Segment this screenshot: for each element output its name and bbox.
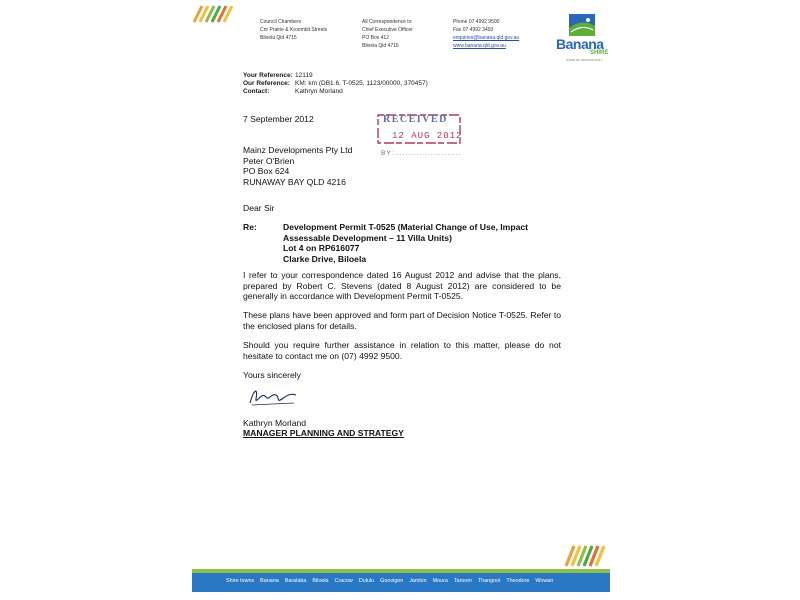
footer-item: Baralaba (284, 578, 307, 584)
closing: Yours sincerely (243, 370, 301, 380)
re-line: Clarke Drive, Biloela (283, 253, 367, 264)
footer-item: Goovigen (380, 578, 404, 584)
re-line: Lot 4 on RP616077 (283, 243, 360, 253)
footer-item: Shire towns (226, 578, 255, 584)
correspondence-address (362, 18, 413, 50)
contact-label: Contact: (243, 88, 270, 95)
address-line: Biloela Qld 4715 (362, 43, 399, 49)
address-line: Council Chambers (260, 19, 302, 25)
recipient-line: PO Box 624 (243, 166, 290, 176)
phone-number: Phone 07 4992 9500 (453, 19, 500, 25)
signatory-title: MANAGER PLANNING AND STRATEGY (243, 428, 404, 438)
reference-block (243, 72, 428, 96)
footer-item: Banana (260, 578, 279, 584)
your-reference-value: 12119 (295, 72, 313, 79)
stamp-date: 12 AUG 2012 (392, 131, 463, 141)
signature-icon (246, 383, 302, 409)
footer-item: Moura (432, 578, 448, 584)
re-subject (283, 222, 528, 264)
address-line: Cnr Prairie & Kroombit Streets (260, 27, 328, 33)
our-reference-value: KM: km (DB1.6, T-0525, 1123/00000, 370457) (295, 80, 428, 87)
footer-item: Dululu (358, 578, 375, 584)
footer-item: Wowan (535, 578, 554, 584)
re-line: Development Permit T-0525 (Material Change of Use, Impact (283, 222, 528, 232)
logo-wordmark: Banana (556, 36, 604, 52)
stamp-word: RECEIVED (383, 114, 448, 125)
footer-item: Jambin (409, 578, 427, 584)
our-reference-label: Our Reference: (243, 80, 290, 87)
footer-town-list (226, 578, 553, 584)
recipient-block (243, 145, 352, 187)
paragraph-2: These plans have been approved and form part of Decision Notice T-0525. Refer to the enclosed plans for details. (243, 310, 561, 331)
stamp-by-line: BY:........................ (381, 150, 462, 157)
address-line: Biloela Qld 4715 (260, 35, 297, 41)
address-line: Chief Executive Officer (362, 27, 413, 33)
letter-date: 7 September 2012 (243, 114, 314, 124)
recipient-line: RUNAWAY BAY QLD 4216 (243, 176, 346, 187)
footer-item: Thangool (477, 578, 501, 584)
re-label: Re: (243, 222, 257, 232)
logo-shire-text: SHIRE (590, 50, 609, 56)
re-line: Assessable Development – 11 Villa Units) (283, 232, 452, 243)
salutation: Dear Sir (243, 203, 275, 213)
recipient-line: Peter O'Brien (243, 155, 295, 166)
header-stripes (192, 4, 236, 24)
footer-stripes (562, 540, 608, 568)
address-line: PO Box 412 (362, 35, 389, 41)
paragraph-1: I refer to your correspondence dated 16 August 2012 and advise that the plans, prepared by Robert C. Stevens (dated 8 August 2012) are considered to be generally in accordance with Development Permit T-0525. (243, 270, 561, 301)
signatory-name: Kathryn Morland (243, 418, 307, 428)
fax-number: Fax 07 4992 3493 (453, 27, 494, 33)
footer-item: Theodore (506, 578, 530, 584)
logo-tagline: HOME OF OPPORTUNITY (566, 58, 603, 62)
council-address (260, 18, 327, 42)
contact-details (453, 18, 519, 50)
contact-value: Kathryn Morland (295, 88, 343, 95)
footer-item: Cracow (334, 578, 353, 584)
footer-item: Taroom (453, 578, 472, 584)
paragraph-3: Should you require further assistance in relation to this matter, please do not hesitate to contact me on (07) 4992 9500. (243, 340, 561, 361)
footer-item: Biloela (312, 578, 329, 584)
website-link[interactable]: www.banana.qld.gov.au (453, 43, 506, 49)
your-reference-label: Your Reference: (243, 72, 293, 79)
recipient-line: Mainz Developments Pty Ltd (243, 145, 353, 155)
address-line: All Correspondence to (362, 19, 412, 25)
email-link[interactable]: enquiries@banana.qld.gov.au (453, 35, 520, 41)
